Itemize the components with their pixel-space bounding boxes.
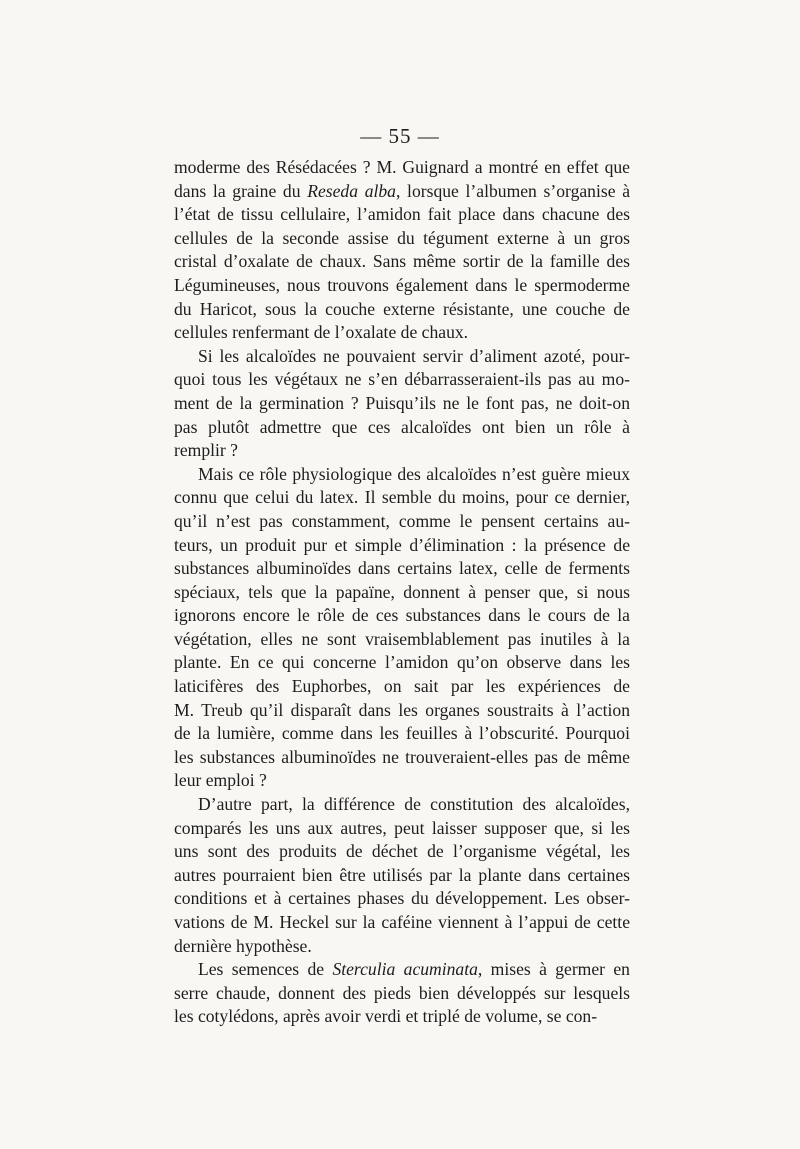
- text-line: plante. En ce qui concerne l’amidon qu’on observe dans les: [174, 652, 630, 673]
- text-line: laticifères des Euphorbes, on sait par les expériences de: [174, 676, 630, 697]
- text-line: Si les alcaloïdes ne pouvaient servir d’aliment azoté, pour-: [198, 345, 630, 366]
- text-line: connu que celui du latex. Il semble du moins, pour ce dernier,: [174, 487, 630, 508]
- text-line: moderme des Résédacées ? M. Guignard a montré en effet que: [174, 157, 630, 177]
- text-line: Mais ce rôle physiologique des alcaloïdes n’est guère mieux: [198, 463, 630, 484]
- text-line: végétation, elles ne sont vraisemblablement pas inutiles à la: [174, 628, 630, 649]
- text-line-post: , mises à germer en: [477, 959, 630, 980]
- text-line: [174, 180, 630, 204]
- species-name: Reseda alba: [307, 180, 396, 201]
- text-line: les cotylédons, après avoir verdi et triplé de volume, se con-: [174, 1006, 598, 1027]
- text-line: du Haricot, sous la couche externe résistante, une couche de: [174, 298, 630, 319]
- paragraph: [174, 345, 630, 463]
- text-line: [174, 958, 630, 982]
- text-line: substances albuminoïdes dans certains latex, celle de ferments: [174, 558, 630, 579]
- page-number: — 55 —: [360, 124, 440, 148]
- text-line: comparés les uns aux autres, peut laisser supposer que, si les: [174, 817, 630, 838]
- text-line: spéciaux, tels que la papaïne, donnent à penser que, si nous: [174, 581, 630, 602]
- text-line: conditions et à certaines phases du développement. Les obser-: [174, 888, 630, 909]
- text-line-post: , lorsque l’albumen s’organise à: [395, 180, 631, 201]
- text-line: pas plutôt admettre que ces alcaloïdes ont bien un rôle à: [174, 416, 630, 437]
- body-text: [174, 156, 630, 1029]
- paragraph: [174, 463, 630, 793]
- text-line: cellules de la seconde assise du tégument externe à un gros: [174, 227, 630, 248]
- text-line: qu’il n’est pas constamment, comme le pensent certains au-: [174, 510, 630, 531]
- text-line: Légumineuses, nous trouvons également dans le spermoderme: [174, 274, 630, 295]
- species-name: Sterculia acuminata: [332, 959, 478, 980]
- text-line: les substances albuminoïdes ne trouveraient-elles pas de même: [174, 746, 630, 767]
- text-line: autres pourraient bien être utilisés par la plante dans certaines: [174, 864, 630, 885]
- text-line: quoi tous les végétaux ne s’en débarrasseraient-ils pas au mo-: [174, 369, 630, 390]
- text-line: D’autre part, la différence de constitution des alcaloïdes,: [198, 794, 630, 815]
- paragraph: [174, 958, 630, 1029]
- text-line: cristal d’oxalate de chaux. Sans même sortir de la famille des: [174, 251, 630, 272]
- text-line: M. Treub qu’il disparaît dans les organes soustraits à l’action: [174, 699, 630, 720]
- text-line: de la lumière, comme dans les feuilles à l’obscurité. Pourquoi: [174, 723, 630, 744]
- text-line: cellules renfermant de l’oxalate de chaux.: [174, 322, 469, 343]
- text-line: dernière hypothèse.: [174, 935, 312, 956]
- text-line-pre: Les semences de: [198, 959, 333, 980]
- text-line: remplir ?: [174, 440, 238, 461]
- text-line: teurs, un produit pur et simple d’élimination : la présence de: [174, 534, 630, 555]
- text-line: leur emploi ?: [174, 770, 267, 791]
- text-line: ment de la germination ? Puisqu’ils ne le font pas, ne doit-on: [174, 392, 630, 413]
- paragraph: [174, 793, 630, 958]
- text-line: serre chaude, donnent des pieds bien développés sur lesquels: [174, 982, 630, 1003]
- text-line: l’état de tissu cellulaire, l’amidon fait place dans chacune des: [174, 204, 630, 225]
- text-line-pre: dans la graine du: [174, 180, 308, 201]
- paragraph: [174, 156, 630, 345]
- text-line: vations de M. Heckel sur la caféine viennent à l’appui de cette: [174, 912, 630, 932]
- text-line: uns sont des produits de déchet de l’organisme végétal, les: [174, 841, 630, 862]
- text-line: ignorons encore le rôle de ces substances dans le cours de la: [174, 605, 630, 626]
